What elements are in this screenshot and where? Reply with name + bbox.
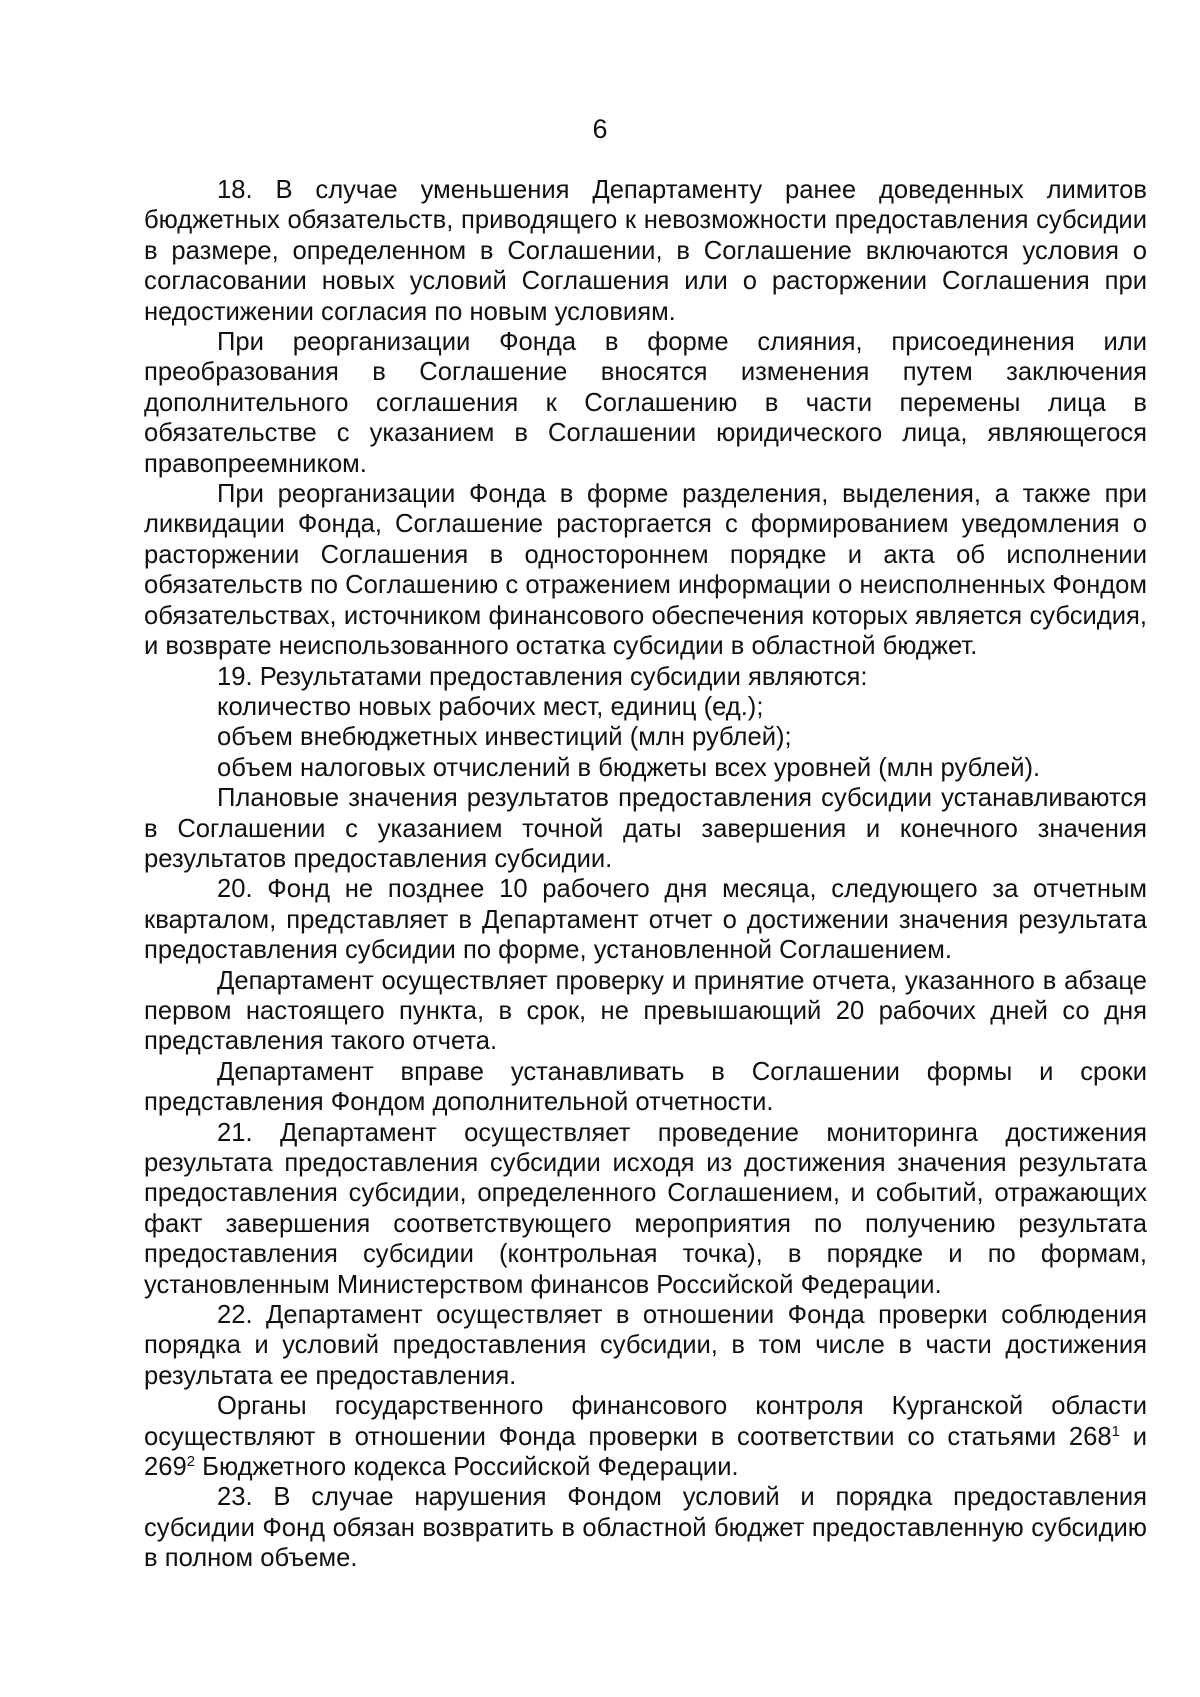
paragraph-22: 22. Департамент осуществляет в отношении Фонда проверки соблюдения порядка и условий предоставления субсидии, в том числе в части достижения результата ее предоставления. [144, 1301, 1147, 1390]
paragraph-19-intro: 19. Результатами предоставления субсидии являются: [217, 662, 868, 691]
paragraph-21: 21. Департамент осуществляет проведение мониторинга достижения результата предоставления субсидии исходя из достижения значения результата предоставления субсидии, определенного Соглашением, и событий, отражающих факт завершения соответствующего мероприятия по получению результата предоставления субсидии (контрольная точка), в порядке и по формам, установленным Министерством финансов Российской Федерации. [144, 1118, 1147, 1299]
document-body [144, 175, 1147, 1574]
paragraph-18: 18. В случае уменьшения Департаменту ранее доведенных лимитов бюджетных обязательств, приводящего к невозможности предоставления субсидии в размере, определенном в Соглашении, в Соглашение включаются условия о согласовании новых условий Соглашения или о расторжении Соглашения при недостижении согласия по новым условиям. [144, 176, 1147, 326]
paragraph-20-check: Департамент осуществляет проверку и принятие отчета, указанного в абзаце первом настоящего пункта, в срок, не превышающий 20 рабочих дней со дня представления такого отчета. [144, 966, 1147, 1056]
financial-control-text-start: Органы государственного финансового контроля Курганской области осуществляют в отношении Фонда проверки в соответствии со статьями 268 [144, 1392, 1147, 1451]
paragraph-19-planned-values: Плановые значения результатов предоставления субсидии устанавливаются в Соглашении с указанием точной даты завершения и конечного значения результатов предоставления субсидии. [144, 784, 1147, 873]
result-item-investments: объем внебюджетных инвестиций (млн рублей); [217, 723, 792, 752]
result-item-taxes: объем налоговых отчислений в бюджеты всех уровней (млн рублей). [217, 753, 1041, 782]
paragraph-18-reorganization-merge: При реорганизации Фонда в форме слияния, присоединения или преобразования в Соглашение вносятся изменения путем заключения дополнительного соглашения к Соглашению в части перемены лица в обязательстве с указанием в Соглашении юридического лица, являющегося правопреемником. [144, 328, 1147, 478]
paragraph-20-extra-reporting: Департамент вправе устанавливать в Соглашении формы и сроки представления Фондом дополнительной отчетности. [144, 1057, 1147, 1117]
result-item-jobs: количество новых рабочих мест, единиц (ед.); [217, 692, 764, 721]
paragraph-22-financial-control [144, 1391, 1147, 1482]
article-superscript-2: 2 [186, 1453, 196, 1471]
financial-control-text-middle: и 269 [144, 1422, 1147, 1482]
paragraph-18-reorganization-split: При реорганизации Фонда в форме разделения, выделения, а также при ликвидации Фонда, Соглашение расторгается с формированием уведомления о расторжении Соглашения в одностороннем порядке и акта об исполнении обязательств по Соглашению с отражением информации о неисполненных Фондом обязательствах, источником финансового обеспечения которых является субсидия, и возврате неиспользованного остатка субсидии в областной бюджет. [144, 480, 1147, 661]
paragraph-23: 23. В случае нарушения Фондом условий и порядка предоставления субсидии Фонд обязан возвратить в областной бюджет предоставленную субсидию в полном объеме. [144, 1483, 1147, 1573]
financial-control-text-end: Бюджетного кодекса Российской Федерации. [195, 1453, 739, 1482]
article-superscript-1: 1 [1111, 1422, 1120, 1440]
paragraph-20: 20. Фонд не позднее 10 рабочего дня месяца, следующего за отчетным кварталом, представляет в Департамент отчет о достижении значения результата предоставления субсидии по форме, установленной Соглашением. [144, 875, 1147, 965]
page-number: 6 [592, 114, 608, 144]
